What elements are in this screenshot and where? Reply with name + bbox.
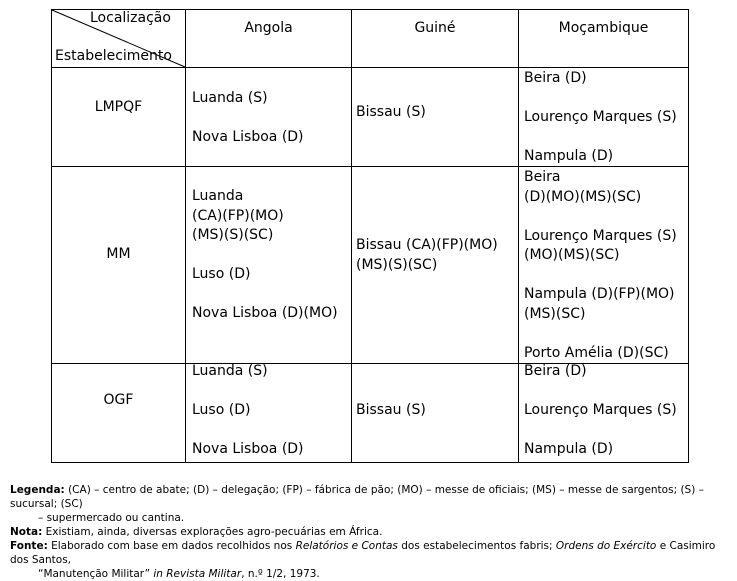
place-line: Nova Lisboa (D)(MO) <box>192 305 338 321</box>
legend-continuation: – supermercado ou cantina. <box>38 512 185 524</box>
legend-text: (CA) – centro de abate; (D) – delegação; (FP) – fábrica de pão; (MO) – messe de oficiais; (MS) – messe de sargentos; (S) – sucursal; (SC) <box>10 484 704 510</box>
place-line: Nampula (D) <box>524 441 614 457</box>
corner-header-estabelecimento: Estabelecimento <box>55 48 172 64</box>
source-italic-2: Ordens do Exército <box>555 540 657 552</box>
place-line: (MO)(MS)(SC) <box>524 247 620 263</box>
place-line: Luso (D) <box>192 266 251 282</box>
place-line: Beira (D) <box>524 70 587 86</box>
place-line: (MS)(S)(SC) <box>192 227 274 243</box>
note-line <box>10 525 726 539</box>
place-line: Luanda (S) <box>192 90 268 106</box>
place-line: Lourenço Marques (S) <box>524 227 677 244</box>
place-line: Bissau (CA)(FP)(MO) <box>356 237 498 253</box>
corner-header-localizacao: Localização <box>90 10 171 26</box>
place-line: Porto Amélia (D)(SC) <box>524 344 669 361</box>
source-label: Fonte: <box>10 540 48 552</box>
establishments-table <box>51 9 689 463</box>
source-line2-b: , n.º 1/2, 1973. <box>241 568 320 580</box>
row-label-lmpqf: LMPQF <box>94 99 143 115</box>
place-line: Lourenço Marques (S) <box>524 109 677 125</box>
source-text-2: dos estabelecimentos fabris; <box>397 540 556 552</box>
place-line: (MS)(S)(SC) <box>356 256 438 273</box>
place-line: Bissau (S) <box>356 402 426 418</box>
source-continuation <box>10 567 726 581</box>
source-italic-1: Relatórios e Contas <box>295 540 398 552</box>
note-label: Nota: <box>10 526 43 538</box>
place-line: Nampula (D)(FP)(MO) <box>524 286 675 302</box>
table-border-bottom <box>51 462 689 463</box>
column-header-angola: Angola <box>244 20 293 36</box>
table-border-right <box>688 9 689 463</box>
place-line: Beira <box>524 169 561 185</box>
cell-lmpqf-angola <box>192 89 304 148</box>
place-line: Luanda <box>192 188 244 204</box>
place-line: (D)(MO)(MS)(SC) <box>524 188 642 205</box>
column-header-mocambique: Moçambique <box>558 20 649 36</box>
place-line: (MS)(SC) <box>524 305 586 322</box>
row-label-ogf: OGF <box>103 392 134 408</box>
cell-lmpqf-mocambique <box>524 69 677 167</box>
column-divider-2 <box>351 9 352 463</box>
cell-mm-angola <box>192 187 338 324</box>
place-line: Luanda (S) <box>192 363 268 379</box>
place-line: Nova Lisboa (D) <box>192 441 304 457</box>
table-notes <box>10 483 726 581</box>
place-line: Nova Lisboa (D) <box>192 129 304 145</box>
legend-line <box>10 483 726 511</box>
cell-lmpqf-guine <box>356 103 426 123</box>
cell-ogf-mocambique <box>524 362 677 460</box>
column-divider-1 <box>185 9 186 463</box>
source-line2-italic: in Revista Militar <box>153 568 242 580</box>
place-line: Nampula (D) <box>524 148 614 164</box>
cell-mm-guine <box>356 236 498 275</box>
cell-ogf-guine <box>356 401 426 421</box>
legend-label: Legenda: <box>10 484 65 496</box>
place-line: Bissau (S) <box>356 104 426 120</box>
place-line: Lourenço Marques (S) <box>524 402 677 418</box>
place-line: Beira (D) <box>524 363 587 379</box>
column-divider-3 <box>518 9 519 463</box>
source-text-1: Elaborado com base em dados recolhidos nos <box>51 540 296 552</box>
source-text-3: e Casimiro dos Santos, <box>10 540 716 566</box>
place-line: (CA)(FP)(MO) <box>192 207 284 224</box>
place-line: Luso (D) <box>192 402 251 418</box>
cell-mm-mocambique <box>524 168 677 363</box>
note-text: Existiam, ainda, diversas explorações agro-pecuárias em África. <box>45 526 383 538</box>
column-header-guine: Guiné <box>414 20 456 36</box>
row-label-mm: MM <box>106 246 131 262</box>
source-line2-a: “Manutenção Militar” <box>38 568 154 580</box>
cell-ogf-angola <box>192 362 304 460</box>
